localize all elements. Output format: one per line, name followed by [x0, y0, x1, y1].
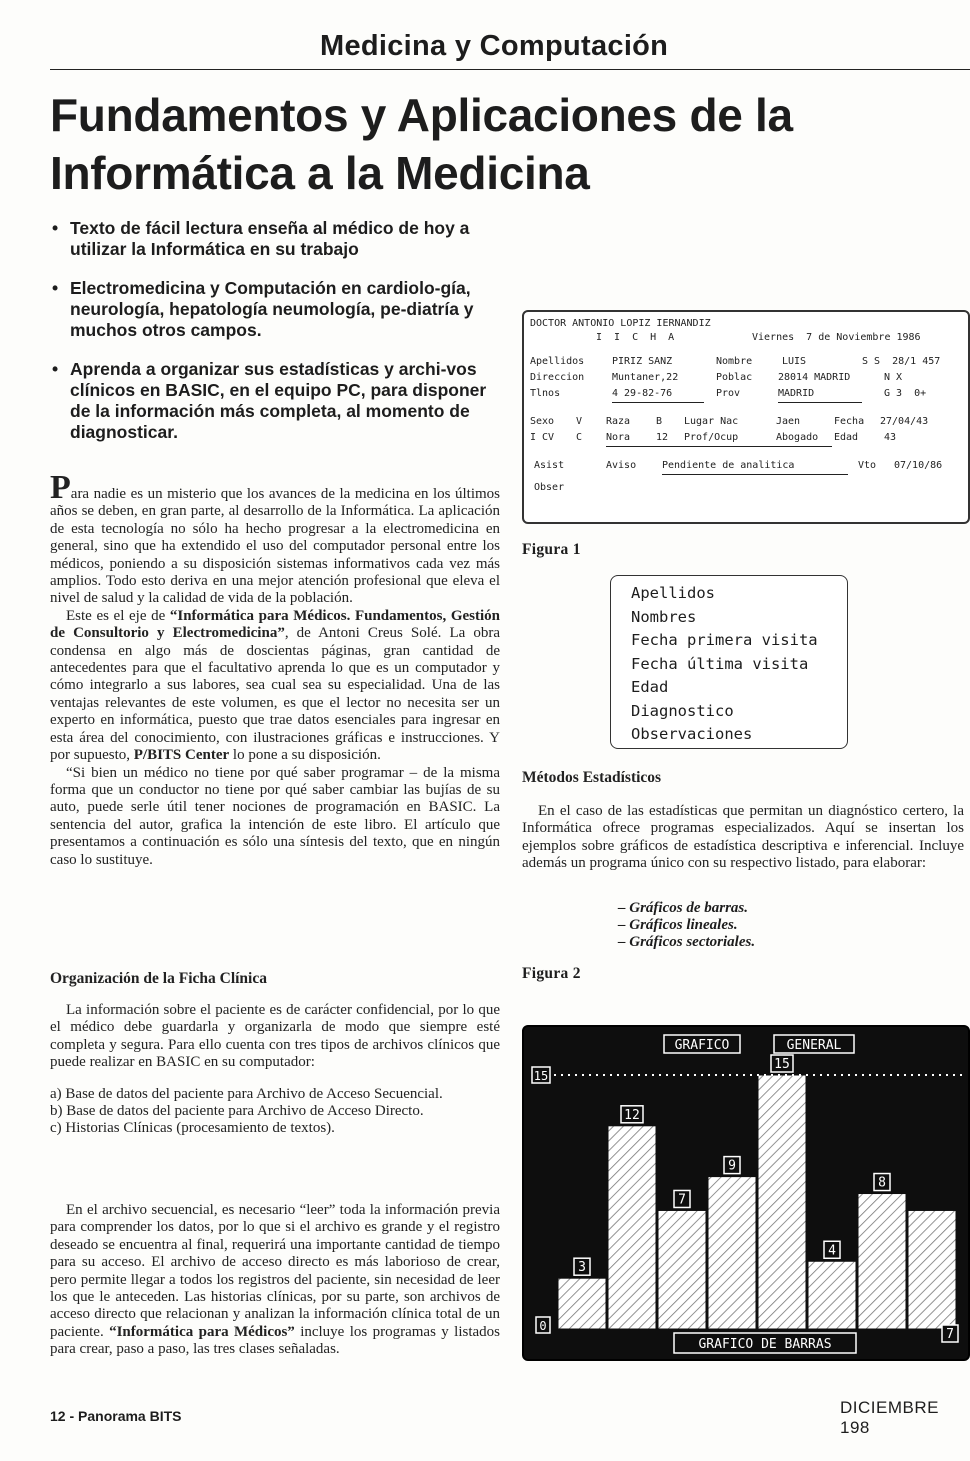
bar: [858, 1194, 906, 1329]
field-label: Raza: [606, 416, 631, 427]
field-value: C: [576, 432, 583, 443]
underline: [612, 402, 704, 403]
section-title: Medicina y Computación: [320, 30, 669, 62]
field-label: Tlnos: [530, 388, 561, 399]
chart-title-word: GENERAL: [786, 1038, 842, 1053]
y-tick-top: [532, 1067, 550, 1083]
title-box-2: [774, 1035, 854, 1053]
figure-1-caption: Figura 1: [522, 541, 581, 558]
record-fields-list: [611, 576, 847, 747]
bar-value-label: 7: [946, 1327, 954, 1342]
archive-types-list: [50, 1086, 500, 1138]
bar-value-label: 15: [774, 1057, 790, 1072]
field-value: LUIS: [782, 356, 807, 367]
vto-value: 07/10/86: [894, 460, 943, 471]
footer-date: DICIEMBRE 198: [840, 1398, 939, 1437]
field-value: Muntaner,22: [612, 372, 679, 383]
field-value: Abogado: [776, 432, 819, 443]
bar-chart-figure: [522, 1025, 970, 1361]
asist-label: Asist: [534, 460, 565, 471]
field-value: S S 28/1 457: [862, 356, 941, 367]
field-label: Fecha: [834, 416, 865, 427]
record-fields-box: [610, 575, 848, 749]
metodos-text: [522, 803, 964, 873]
highlights-list: [50, 218, 502, 461]
list-item: c) Historias Clínicas (procesamiento de textos).: [50, 1120, 335, 1137]
y-tick-label: 15: [533, 1069, 549, 1083]
field-value: 28014 MADRID: [778, 372, 851, 383]
field-value: G 3 0+: [884, 388, 927, 399]
metodos-heading: Métodos Estadísticos: [522, 769, 662, 786]
org-heading: Organización de la Ficha Clínica: [50, 970, 267, 987]
bar-value-label: 4: [828, 1243, 836, 1259]
highlight-item: • Aprenda a organizar sus estadísticas y archi-vos clínicos en BASIC, en el equipo PC, para disponer de la información más completa, al momento de diagnosticar.: [50, 359, 502, 443]
field-value: Jaen: [776, 416, 801, 427]
org-text-2: [50, 1202, 500, 1359]
bar: [758, 1075, 806, 1329]
footer-page-label: 12 - Panorama BITS: [50, 1408, 182, 1424]
chart-subtitle: GRAFICO DE BARRAS: [698, 1337, 832, 1352]
screen-ficha-label: I I C H A: [596, 332, 678, 343]
field-label: Edad: [834, 432, 859, 443]
field-label: Sexo: [530, 416, 555, 427]
list-item: a) Base de datos del paciente para Archivo de Acceso Secuencial.: [50, 1085, 443, 1102]
field-name: Edad: [631, 678, 669, 696]
screen-date: Viernes 7 de Noviembre 1986: [752, 332, 921, 343]
field-value: MADRID: [778, 388, 815, 399]
bar: [658, 1210, 706, 1329]
highlight-item: • Electromedicina y Computación en cardiolo-gía, neurología, hepatología neumología, pe-diatría y muchos otros campos.: [50, 278, 502, 341]
bar-chart: [524, 1027, 968, 1359]
chart-type-item: – Gráficos sectoriales.: [618, 934, 756, 950]
y-tick-bottom: [536, 1317, 550, 1333]
underline: [662, 474, 848, 475]
patient-record-screen: [522, 310, 970, 524]
field-value: V: [576, 416, 583, 427]
aviso-value: Pendiente de analitica: [662, 460, 795, 471]
vto-label: Vto: [858, 460, 877, 471]
underline: [606, 446, 832, 447]
field-name: Diagnostico: [631, 701, 734, 720]
underline: [778, 402, 862, 403]
chart-type-item: – Gráficos lineales.: [618, 917, 738, 933]
title-line-1: Fundamentos y Aplicaciones de la: [50, 89, 793, 141]
field-value: 12: [656, 432, 669, 443]
org-paragraph-1: La información sobre el paciente es de carácter confidencial, por lo que el médico debe guardarla y organizarla de modo que siempre esté completa y segura. Para ello cuenta con tres tipos de archivos clínicos que puede realizar en BASIC en su computador:: [50, 1002, 500, 1071]
obser-label: Obser: [534, 482, 565, 493]
field-value: PIRIZ SANZ: [612, 356, 673, 367]
bar-value-label: 9: [728, 1158, 736, 1174]
field-label: Prof/Ocup: [684, 432, 739, 443]
article-title: [50, 86, 950, 202]
chart-title-word: GRAFICO: [674, 1038, 730, 1053]
field-label: Lugar Nac: [684, 416, 739, 427]
field-name: Observaciones: [631, 725, 753, 743]
field-label: Direccion: [530, 372, 585, 383]
metodos-paragraph: En el caso de las estadísticas que permitan un diagnóstico certero, la Informática ofrece programas especializados. Aquí se insertan los ejemplos sobre gráficos de estadística descriptiva e inferencial. Incluye además un programa único con su respectivo listado, para elaborar:: [522, 803, 964, 872]
bar: [608, 1126, 656, 1329]
org-paragraph-2: En el archivo secuencial, es necesario “leer” toda la información previa para comprender los datos, por lo que si el archivo es grande y el registro deseado se encuentra al final, requerirá una importante cantidad de tiempo para su acceso. El archivo de acceso directo es más laborioso de crear, pero permite llegar a todos los registros del paciente, sin necesidad de leer los que le anteceden. Las historias clínicas, por su parte, son archivos de acceso directo que relacionan y analizan la información clínica total de un paciente. “Informática para Médicos” incluye los programas y listados para crear, paso a paso, las tres clases señaladas.: [50, 1202, 500, 1358]
chart-subtitle-box: [674, 1333, 856, 1353]
field-label: Nora: [606, 432, 631, 443]
chart-types-list: [618, 900, 755, 951]
field-label: Apellidos: [530, 356, 585, 367]
y-tick-label: 0: [539, 1319, 547, 1333]
field-value: N X: [884, 372, 903, 383]
intro-paragraph-3: “Si bien un médico no tiene por qué saber programar – de la misma forma que un conductor no tiene por qué saber cambiar las bujías de su auto, puede serle útil tener nociones de programación en BASIC. La sentencia del autor, grafica la intención de este libro. El artículo que presentamos a continuación es sólo una síntesis del texto, que en ningún caso lo sustituye.: [50, 764, 500, 868]
bar: [708, 1177, 756, 1329]
aviso-label: Aviso: [606, 460, 637, 471]
intro-text: [50, 469, 501, 869]
header-rule: [50, 69, 970, 70]
bar-value-label: 12: [624, 1107, 640, 1123]
field-label: Nombre: [716, 356, 753, 367]
field-label: I CV: [530, 432, 555, 443]
bar: [808, 1261, 856, 1329]
org-text: [50, 1002, 500, 1138]
field-name: Nombres: [631, 607, 697, 626]
field-label: Poblac: [716, 372, 753, 383]
field-value: 4 29-82-76: [612, 388, 673, 399]
field-label: Prov: [716, 388, 741, 399]
field-name: Fecha primera visita: [631, 631, 818, 649]
figure-2-caption: Figura 2: [522, 965, 581, 982]
field-value: 43: [884, 432, 897, 443]
screen-doctor-name: DOCTOR ANTONIO LOPIZ IERNANDIZ: [530, 318, 711, 329]
list-item: b) Base de datos del paciente para Archivo de Acceso Directo.: [50, 1103, 424, 1120]
intro-paragraph-2: Este es el eje de “Informática para Médicos. Fundamentos, Gestión de Consultorio y Electromedicina”, de Antoni Creus Solé. La obra condensa en algo más de doscientas páginas, gran cantidad de antecedentes para que el facultativo aprenda lo que es un computador y cómo integrarlo a sus labores, sea cual sea su especialidad. Una de las ventajas relevantes de este volumen, es que el lector no necesita ser un experto en informática, puesto que trae datos esenciales para ingresar en esta área del conocimiento, con ilustraciones gráficas e instrucciones. Y por supuesto, P/BITS Center lo pone a su disposición.: [50, 607, 501, 764]
field-name: Apellidos: [631, 584, 715, 602]
intro-paragraph-1: Para nadie es un misterio que los avances de la medicina en los últimos años se deben, en gran parte, al desarrollo de la Informática. La aplicación de esta tecnología no sólo ha hecho progresar a la electromedicina en general, sino que ha extendido el uso del computador personal entre los médicos, poniendo a su disposición sistemas informativos cada vez más amplios. Todo esto deriva en una mejor atención profesional que eleva el nivel de salud y la calidad de vida de la población.: [50, 469, 500, 607]
field-name: Fecha última visita: [631, 654, 809, 673]
field-value: 27/04/43: [880, 416, 929, 427]
bar: [908, 1210, 956, 1329]
title-box-1: [664, 1035, 740, 1053]
highlight-item: • Texto de fácil lectura enseña al médico de hoy a utilizar la Informática en su trabajo: [50, 218, 502, 260]
drop-cap: P: [50, 469, 71, 506]
bar-value-label: 7: [678, 1192, 686, 1208]
field-value: B: [656, 416, 663, 427]
bar: [558, 1278, 606, 1329]
title-line-2: Informática a la Medicina: [50, 147, 590, 199]
chart-type-item: – Gráficos de barras.: [618, 900, 748, 916]
bar-value-label: 8: [878, 1175, 886, 1191]
bar-value-label: 3: [578, 1260, 586, 1276]
